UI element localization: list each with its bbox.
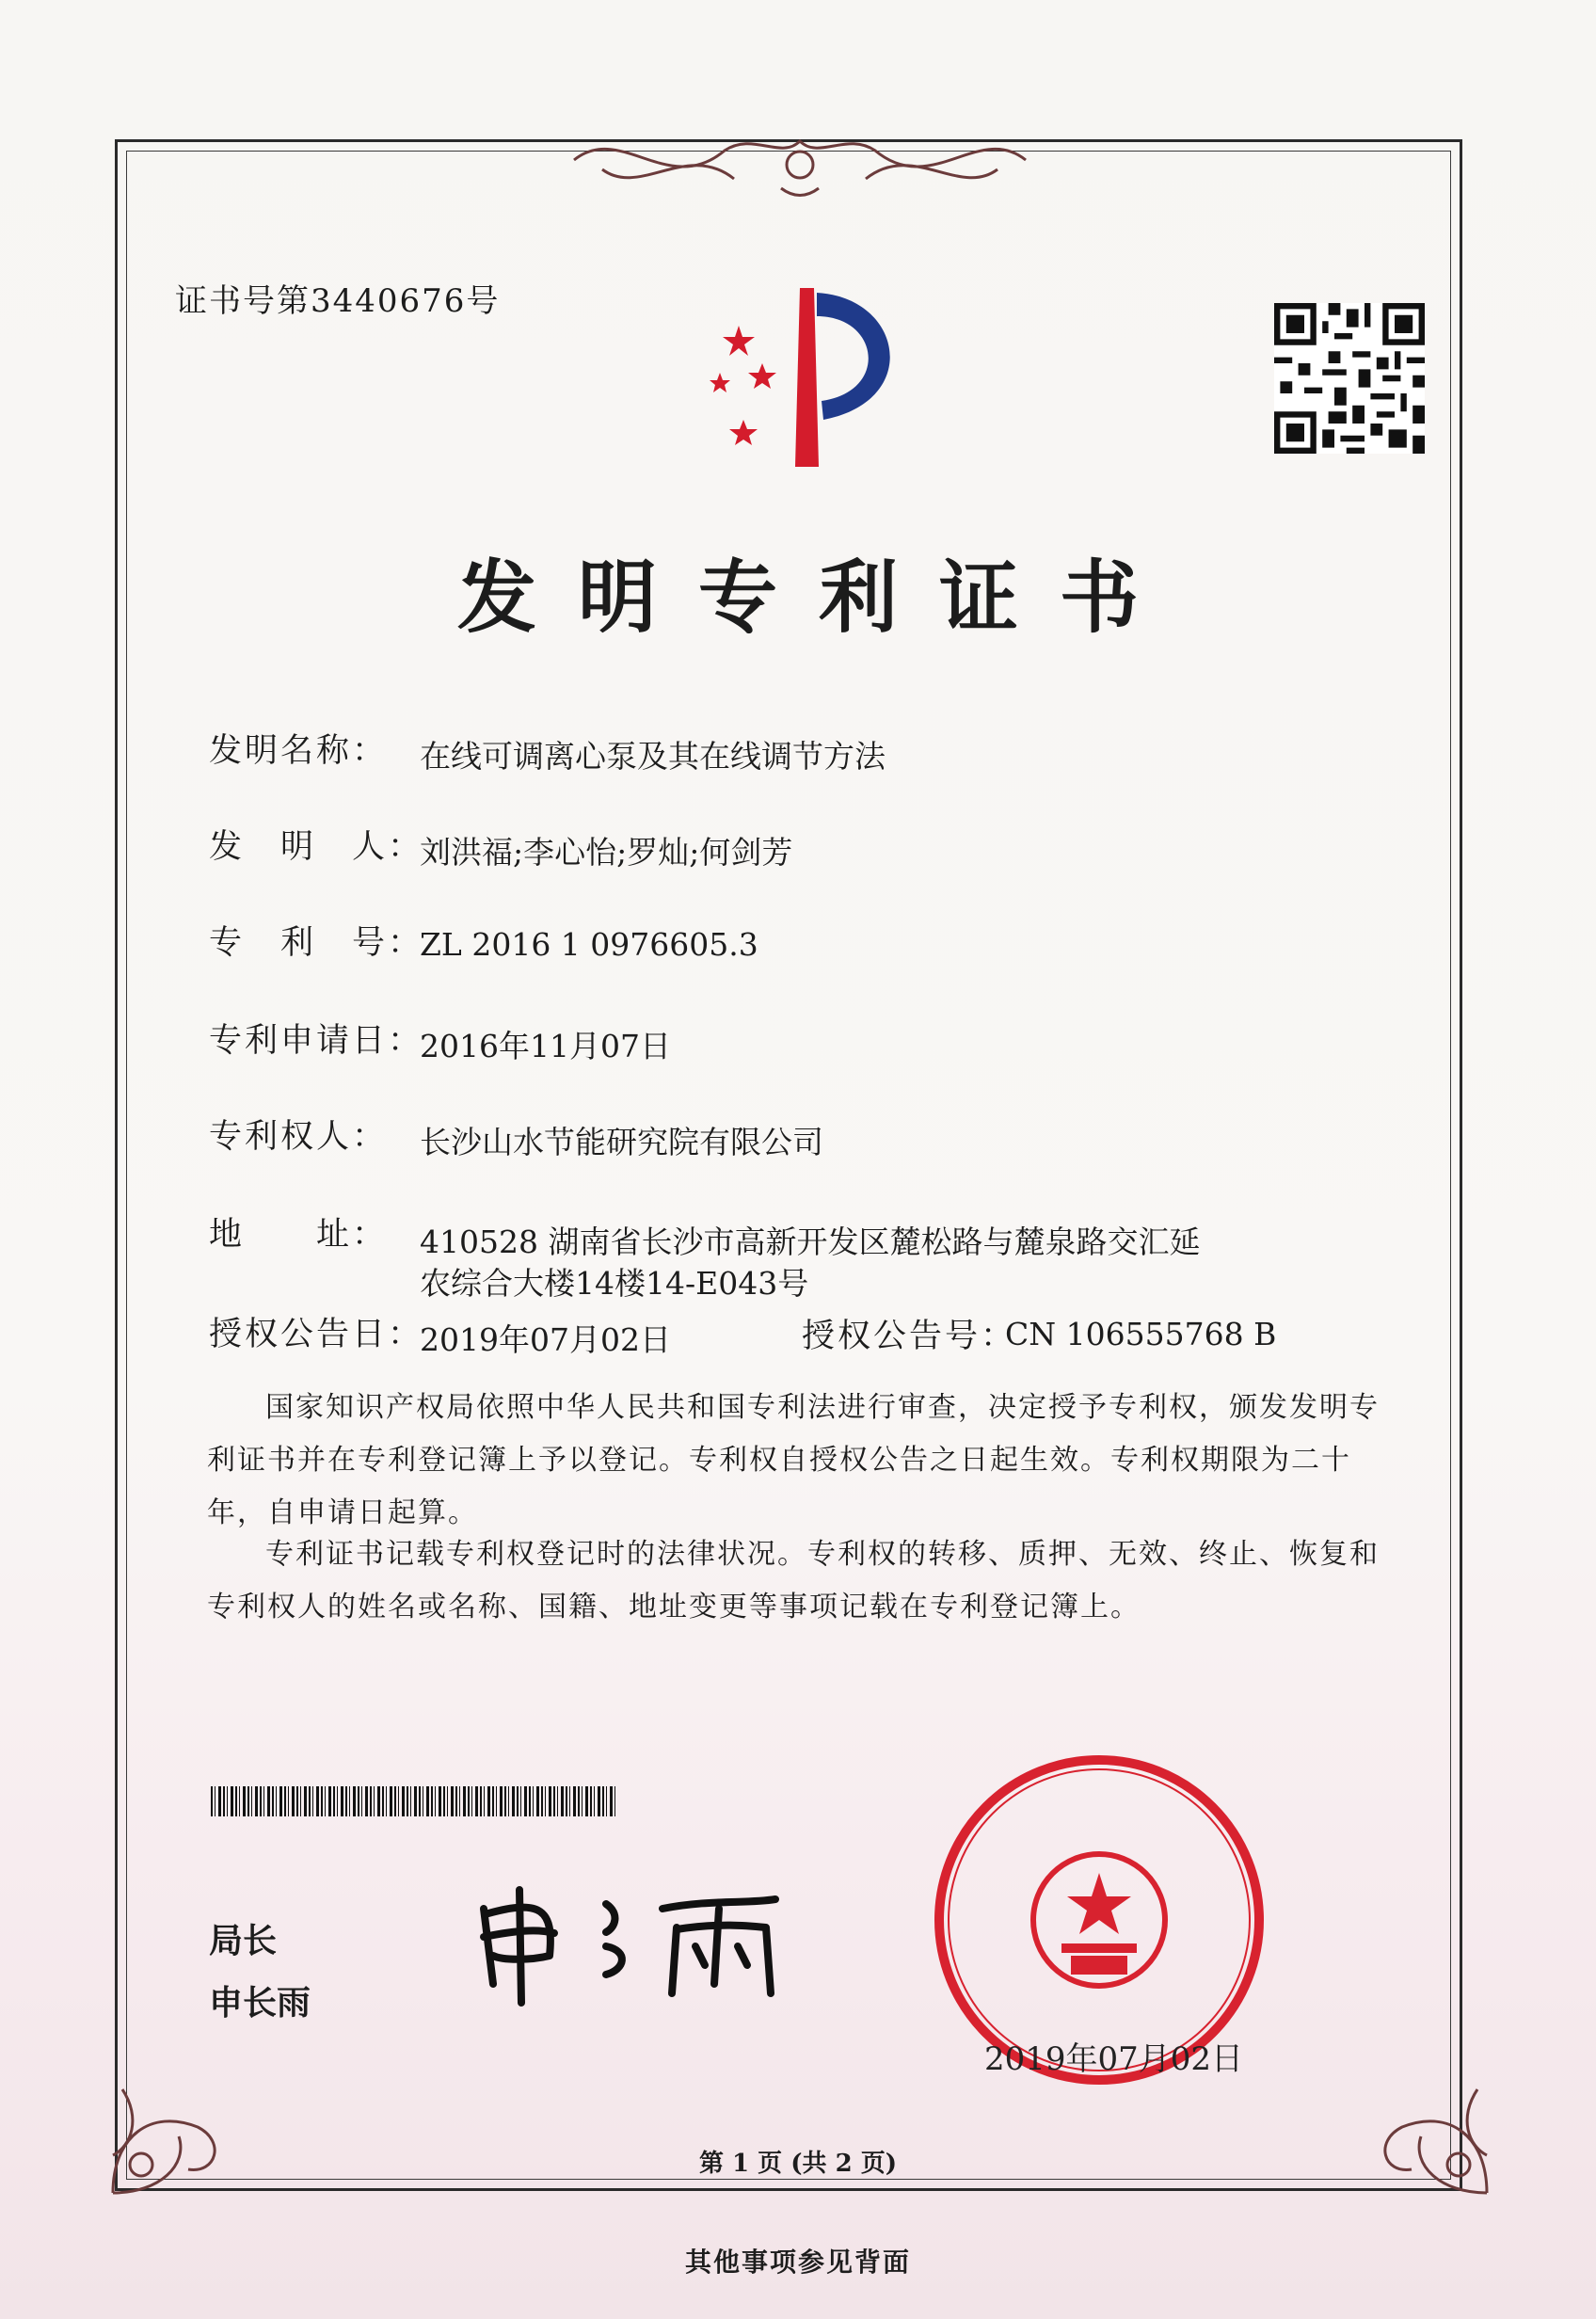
director-signature	[465, 1871, 804, 2012]
address-value-line1: 410528 湖南省长沙市高新开发区麓松路与麓泉路交汇延	[420, 1223, 1201, 1260]
patentee-value: 长沙山水节能研究院有限公司	[420, 1124, 823, 1160]
grant-number-label: 授权公告号：	[802, 1318, 1017, 1355]
address-label: 地 址：	[209, 1216, 389, 1254]
barcode	[211, 1786, 615, 1816]
page-indicator: 第 1 页 (共 2 页)	[698, 2150, 898, 2178]
top-ornament	[565, 122, 1035, 207]
invention-name-value: 在线可调离心泵及其在线调节方法	[420, 738, 886, 775]
filing-date-label: 专利申请日：	[209, 1022, 424, 1060]
statement-paragraph-2: 专利证书记载专利权登记时的法律状况。专利权的转移、质押、无效、终止、恢复和专利权人的姓名或名称、国籍、地址变更等事项记载在专利登记簿上。	[207, 1538, 1380, 1623]
grant-date-value: 2019年07月02日	[420, 1321, 671, 1358]
statement-paragraph-1: 国家知识产权局依照中华人民共和国专利法进行审查，决定授予专利权，颁发发明专利证书并在专利登记簿上予以登记。专利权自授权公告之日起生效。专利权期限为二十年，自申请日起算。	[207, 1391, 1380, 1529]
inventors-value: 刘洪福;李心怡;罗灿;何剑芳	[420, 834, 793, 871]
grant-date-label: 授权公告日：	[209, 1316, 424, 1353]
director-name: 申长雨	[209, 1984, 311, 2023]
patentee-label: 专利权人：	[209, 1118, 389, 1156]
patent-number-value: ZL 2016 1 0976605.3	[420, 926, 758, 963]
director-title: 局长	[209, 1922, 278, 1960]
patent-number-label: 专 利 号：	[209, 924, 424, 962]
certificate-number: 证书号第3440676号	[175, 282, 501, 320]
grant-number-value: CN 106555768 B	[1005, 1316, 1277, 1352]
qr-code	[1274, 303, 1425, 454]
certificate-title: 发明专利证书	[456, 551, 1180, 644]
invention-name-label: 发明名称：	[209, 732, 389, 770]
filing-date-value: 2016年11月07日	[420, 1028, 671, 1064]
bottom-left-ornament	[94, 2052, 254, 2212]
cnipa-logo	[687, 279, 932, 476]
footer-note: 其他事项参见背面	[684, 2247, 911, 2278]
seal-date: 2019年07月02日	[984, 2040, 1244, 2078]
inventors-label: 发 明 人：	[209, 828, 424, 866]
address-value-line2: 农综合大楼14楼14-E043号	[420, 1265, 809, 1302]
bottom-right-ornament	[1346, 2052, 1506, 2212]
